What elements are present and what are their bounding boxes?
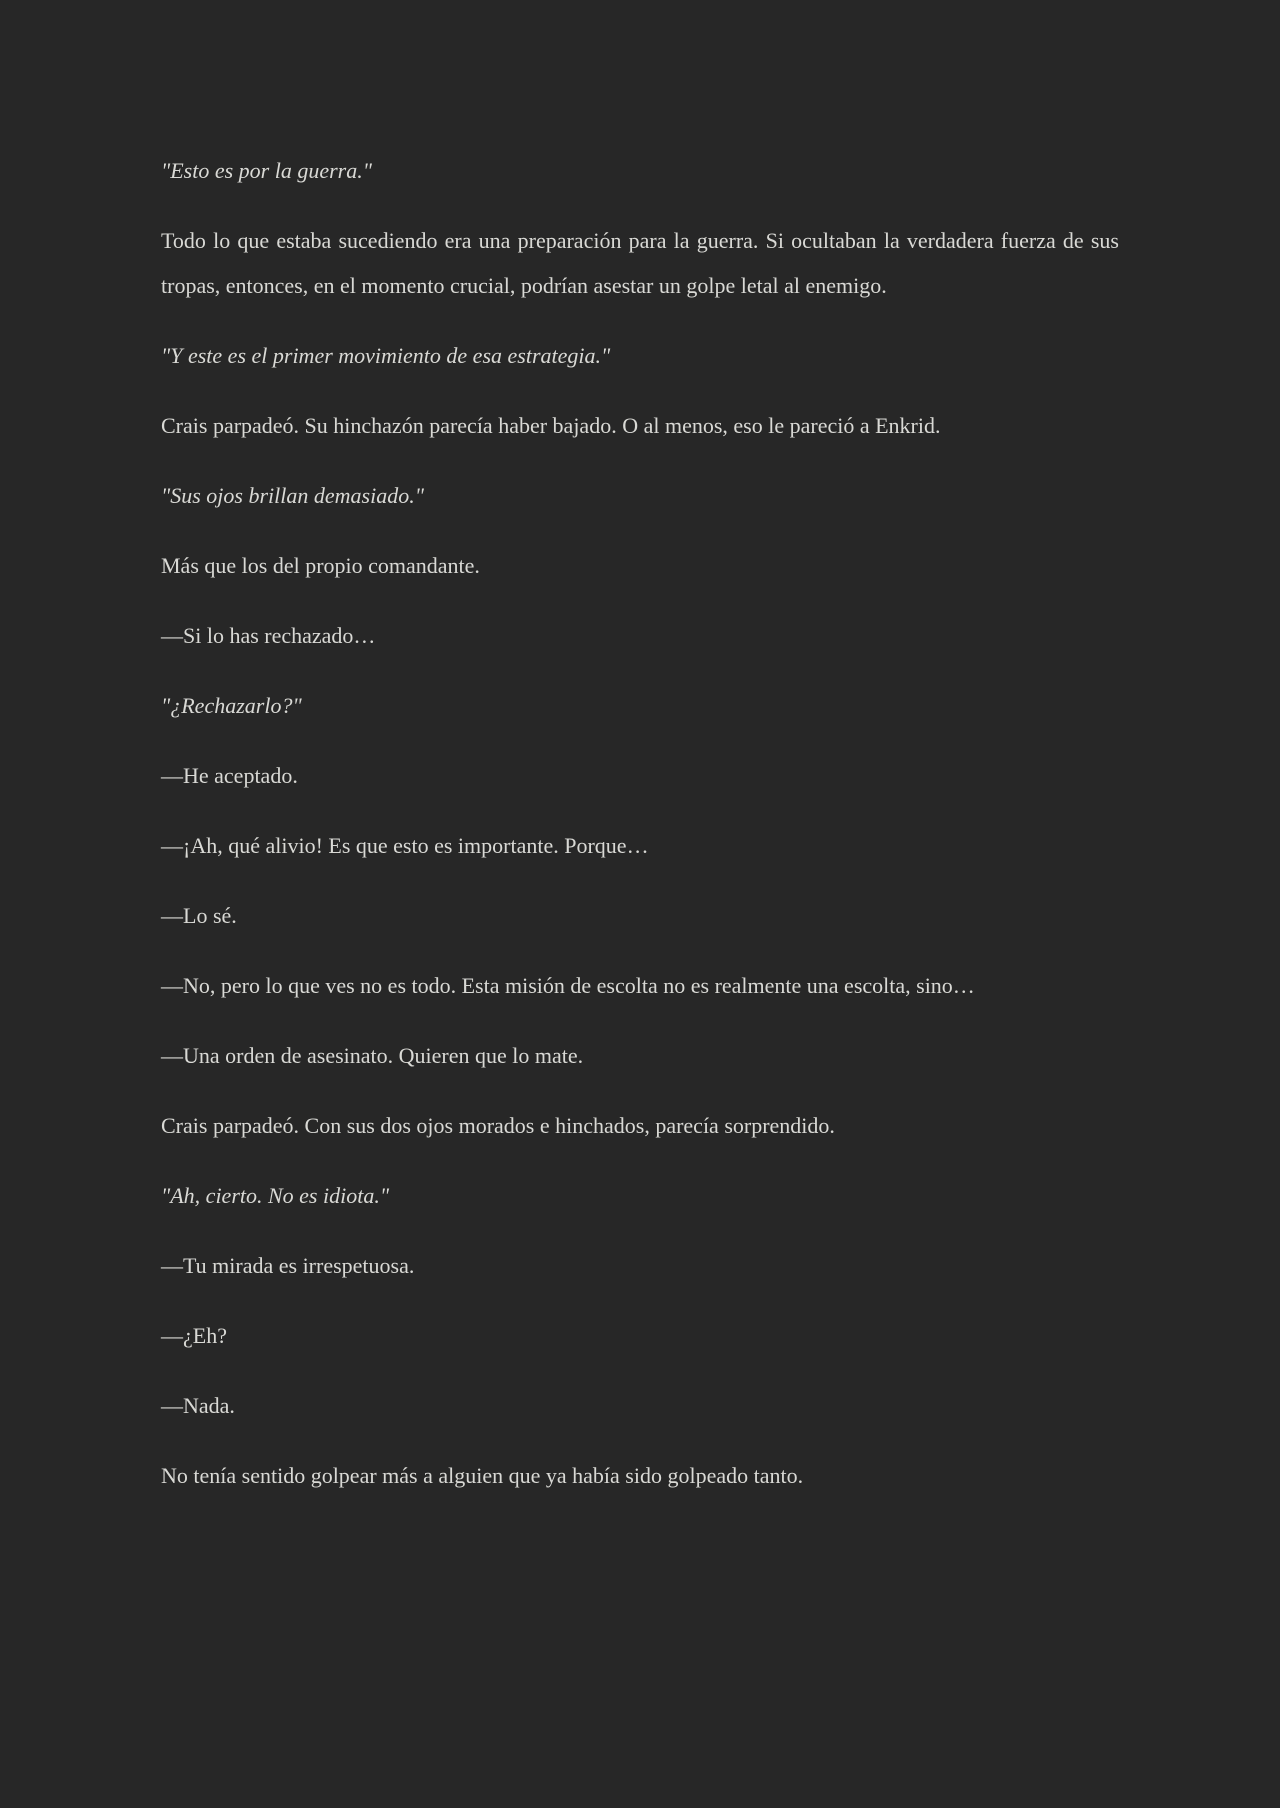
paragraph-3: "Y este es el primer movimiento de esa estrategia." xyxy=(161,343,611,368)
paragraph-17: —¿Eh? xyxy=(161,1323,227,1348)
paragraph-14: Crais parpadeó. Con sus dos ojos morados e hinchados, parecía sorprendido. xyxy=(161,1113,835,1138)
document-content xyxy=(161,148,1119,1498)
paragraph-13: —Una orden de asesinato. Quieren que lo mate. xyxy=(161,1043,584,1068)
paragraph-6: Más que los del propio comandante. xyxy=(161,553,480,578)
paragraph-12: —No, pero lo que ves no es todo. Esta misión de escolta no es realmente una escolta, sino… xyxy=(161,973,975,998)
paragraph-16: —Tu mirada es irrespetuosa. xyxy=(161,1253,415,1278)
paragraph-5: "Sus ojos brillan demasiado." xyxy=(161,483,424,508)
paragraph-19: No tenía sentido golpear más a alguien que ya había sido golpeado tanto. xyxy=(161,1463,804,1488)
paragraph-7: —Si lo has rechazado… xyxy=(161,623,376,648)
paragraph-8: "¿Rechazarlo?" xyxy=(161,693,302,718)
paragraph-1: "Esto es por la guerra." xyxy=(161,158,372,183)
paragraph-18: —Nada. xyxy=(161,1393,235,1418)
paragraph-15: "Ah, cierto. No es idiota." xyxy=(161,1183,390,1208)
paragraph-9: —He aceptado. xyxy=(161,763,298,788)
paragraph-11: —Lo sé. xyxy=(161,903,237,928)
paragraph-10: —¡Ah, qué alivio! Es que esto es importante. Porque… xyxy=(161,833,649,858)
paragraph-2: Todo lo que estaba sucediendo era una preparación para la guerra. Si ocultaban la verdadera fuerza de sus tropas, entonces, en el momento crucial, podrían asestar un golpe letal al enemigo. xyxy=(161,228,1119,298)
paragraph-4: Crais parpadeó. Su hinchazón parecía haber bajado. O al menos, eso le pareció a Enkrid. xyxy=(161,413,941,438)
